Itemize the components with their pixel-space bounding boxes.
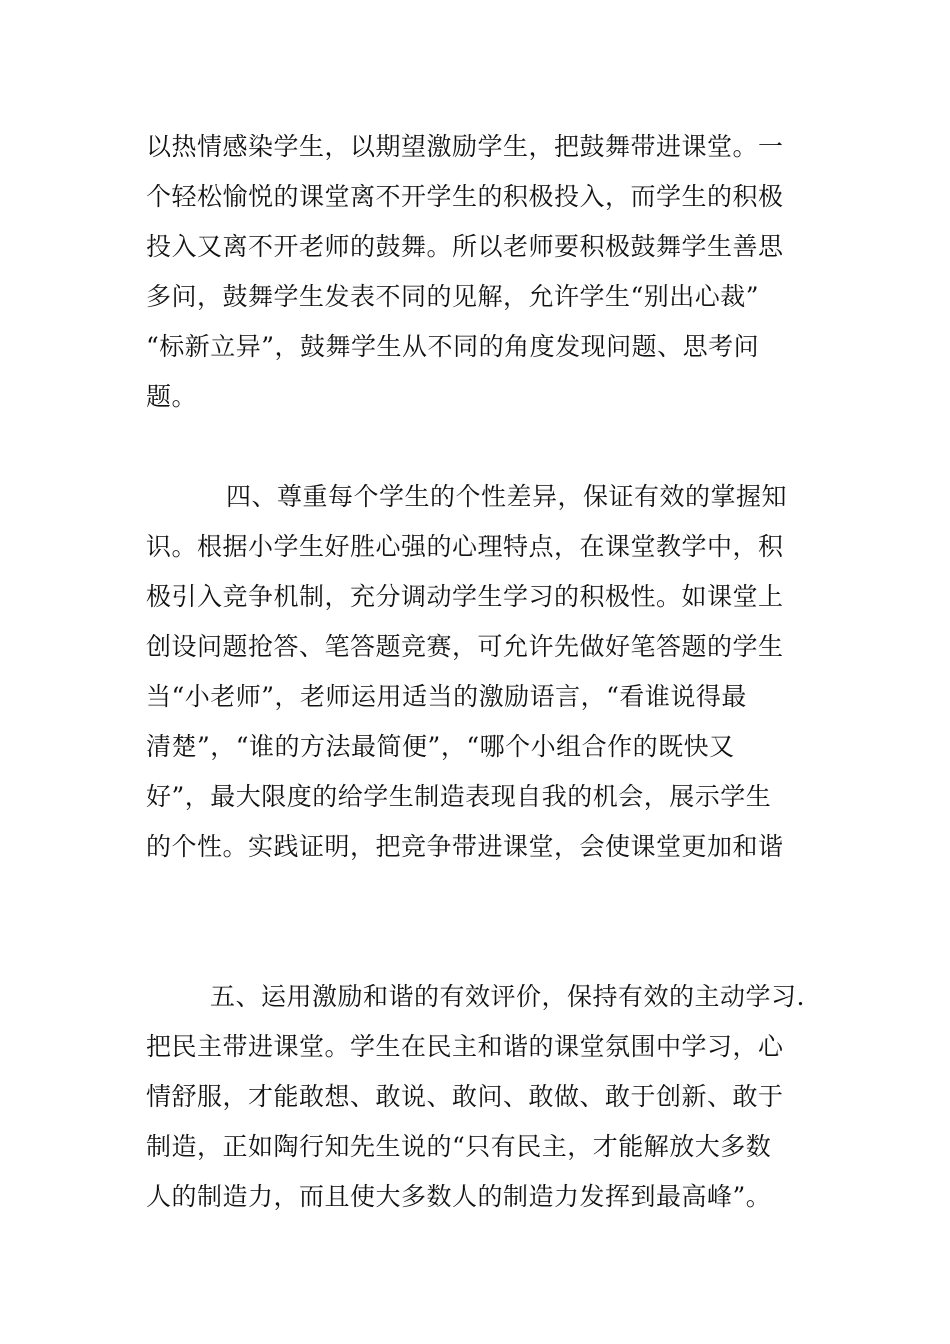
paragraph-line: 识。根据小学生好胜心强的心理特点，在课堂教学中，积 bbox=[146, 532, 784, 561]
paragraph-line: 清楚”，“谁的方法最简便”，“哪个小组合作的既快又 bbox=[146, 732, 735, 761]
paragraph-line: 人的制造力，而且使大多数人的制造力发挥到最高峰”。 bbox=[146, 1182, 772, 1211]
paragraph-line: 创设问题抢答、笔答题竞赛，可允许先做好笔答题的学生 bbox=[146, 632, 784, 661]
paragraph-line: 以热情感染学生，以期望激励学生，把鼓舞带进课堂。一 bbox=[146, 132, 784, 161]
paragraph-heading-line: 五、运用激励和谐的有效评价，保持有效的主动学习. bbox=[210, 982, 805, 1011]
paragraph-line: 情舒服，才能敢想、敢说、敢问、敢做、敢于创新、敢于 bbox=[146, 1082, 784, 1111]
paragraph-line: 极引入竞争机制，充分调动学生学习的积极性。如课堂上 bbox=[146, 582, 784, 611]
paragraph-line: 制造，正如陶行知先生说的“只有民主，才能解放大多数 bbox=[146, 1132, 772, 1161]
paragraph-heading-line: 四、尊重每个学生的个性差异，保证有效的掌握知 bbox=[226, 482, 788, 511]
paragraph-line: 多问，鼓舞学生发表不同的见解，允许学生“别出心裁” bbox=[146, 282, 760, 311]
paragraph-line: 当“小老师”，老师运用适当的激励语言，“看谁说得最 bbox=[146, 682, 747, 711]
paragraph-line: “标新立异”，鼓舞学生从不同的角度发现问题、思考问 bbox=[146, 332, 760, 361]
paragraph-line: 个轻松愉悦的课堂离不开学生的积极投入，而学生的积极 bbox=[146, 182, 784, 211]
paragraph-line: 好”，最大限度的给学生制造表现自我的机会，展示学生 bbox=[146, 782, 772, 811]
paragraph-line: 投入又离不开老师的鼓舞。所以老师要积极鼓舞学生善思 bbox=[146, 232, 784, 261]
paragraph-line: 的个性。实践证明，把竞争带进课堂，会使课堂更加和谐 bbox=[146, 832, 784, 861]
paragraph-line: 把民主带进课堂。学生在民主和谐的课堂氛围中学习，心 bbox=[146, 1032, 784, 1061]
paragraph-line: 题。 bbox=[146, 382, 198, 411]
